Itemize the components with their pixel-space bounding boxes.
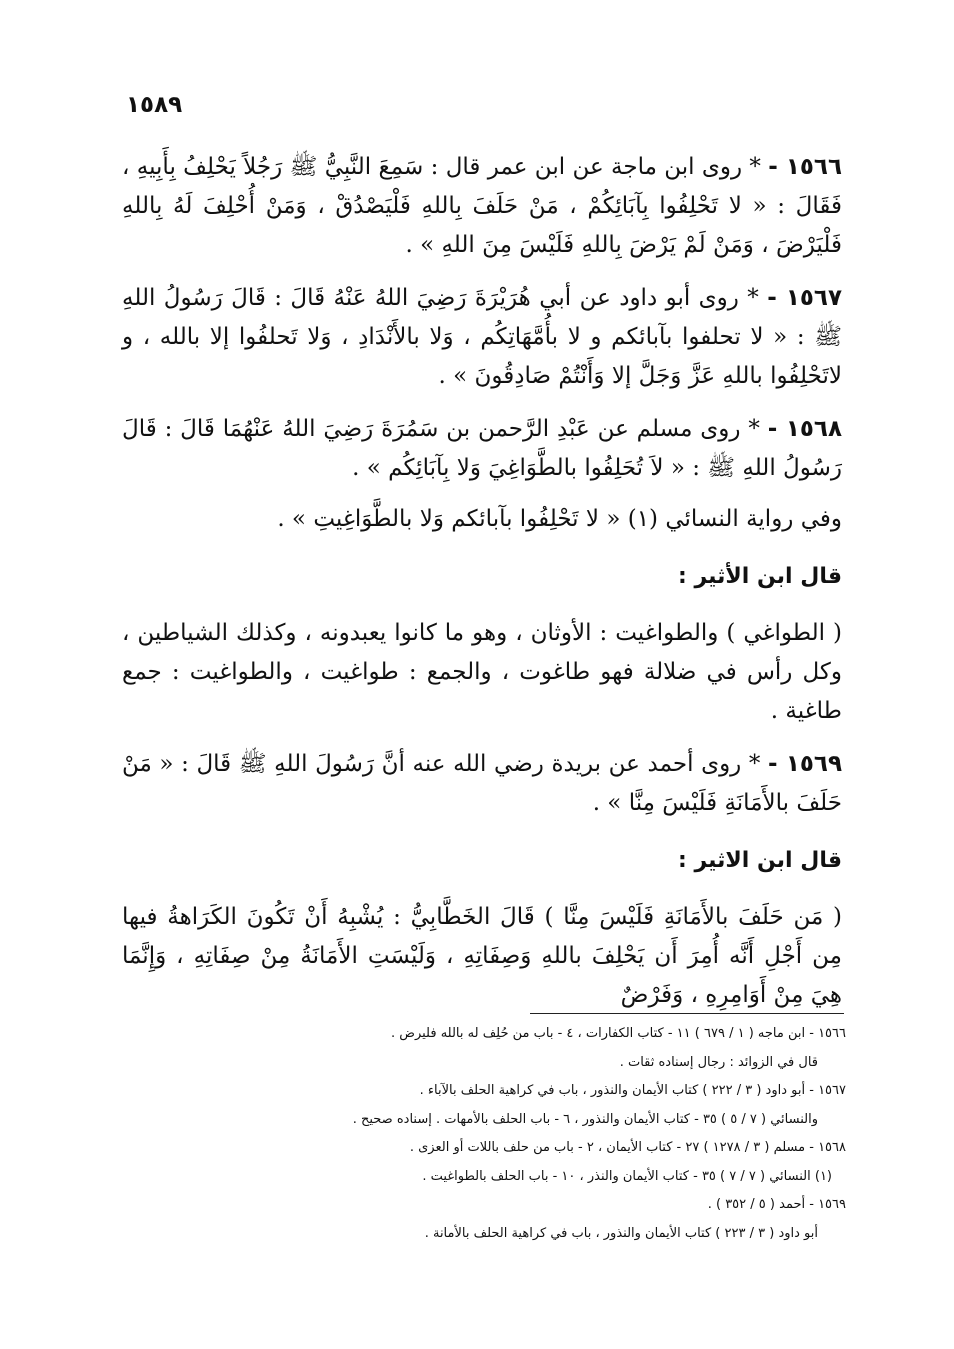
footnote: ١٥٦٩ - أحمد ( ٥ / ٣٥٢ ) . bbox=[707, 1197, 846, 1212]
hadith-number: ١٥٦٦ - bbox=[768, 154, 843, 180]
hadith-1566 bbox=[122, 148, 842, 265]
hadith-text: * روى أبو داود عن أبي هُرَيْرَةَ رَضِيَ اللهُ عَنْهُ قَالَ : قَالَ رَسُولُ اللهِ ﷺ : « لا تحلفوا بآبائكم و لا بأُمَّهَاتِكُم ، وَلا بالأَنْدَادِ ، وَلا تَحلفُوا إلا بالله ، و لاتَحْلِفُوا باللهِ عَزَّ وَجَلَّ إلا وَأَنْتُمْ صَادِقُونَ » . bbox=[122, 285, 842, 389]
hadith-1569 bbox=[122, 745, 842, 823]
nasai-narration: وفي رواية النسائي (١) « لا تَحْلِفُوا بآبائكم وَلا بالطَّوَاغِيتِ » . bbox=[277, 506, 842, 532]
section-heading-ibn-al-athir: قال ابن الأثير : bbox=[678, 564, 842, 589]
hadith-number: ١٥٦٩ - bbox=[768, 751, 842, 777]
hadith-text: * روى مسلم عن عَبْدِ الرَّحمن بن سَمُرَةَ رَضِيَ اللهُ عَنْهُمَا قَالَ : قَالَ رَسُولُ اللهِ ﷺ : « لاَ تُحَلِفُوا بالطَّوَاغِيَ وَلا بِآبَائِكُم » . bbox=[122, 416, 842, 481]
footnote: والنسائي ( ٧ / ٥ ) ٣٥ - كتاب الأيمان والنذور ، ٦ - باب الحلف بالأمهات . إسناده صحيح . bbox=[352, 1111, 818, 1127]
hadith-text: * روى ابن ماجة عن ابن عمر قال : سَمِعَ النَّبِيُّ ﷺ رَجُلاً يَحْلِفُ بِأَبِيهِ ، فَقَالَ : « لا تَحْلِفُوا بِآبَائِكُمْ ، مَنْ حَلَفَ بِاللهِ فَلْيَصْدُقْ ، وَمَنْ أُحْلِفَ لَهُ بِاللهِ فَلْيَرْضَ ، وَمَنْ لَمْ يَرْضَ بِاللهِ فَلَيْسَ مِنَ اللهِ » . bbox=[122, 154, 842, 258]
footnote-divider bbox=[530, 1013, 844, 1014]
footnote: قال في الزوائد : رجال إسناده ثقات . bbox=[619, 1054, 818, 1070]
footnote: أبو داود ( ٣ / ٢٢٣ ) كتاب الأيمان والنذور ، باب في كراهية الحلف بالأمانة . bbox=[424, 1225, 818, 1241]
footnotes bbox=[122, 1020, 846, 1248]
footnote: ١٥٦٨ - مسلم ( ٣ / ١٢٧٨ ) ٢٧ - كتاب الأيمان ، ٢ - باب من حلف باللات أو العزى . bbox=[409, 1140, 846, 1155]
hadith-number: ١٥٦٨ - bbox=[767, 416, 843, 442]
footnote: ١٥٦٦ - ابن ماجه ( ١ / ٦٧٩ ) ١١ - كتاب الكفارات ، ٤ - باب من حُلِف له بالله فليرض . bbox=[390, 1026, 846, 1041]
section-heading-ibn-al-athir-2: قال ابن الاثير : bbox=[678, 848, 842, 873]
hadith-text: * روى أحمد عن بريدة رضي الله عنه أنَّ رَسُولَ اللهِ ﷺ قَالَ : « مَنْ حَلَفَ بالأَمَانَةِ فَلَيْسَ مِنَّا » . bbox=[122, 751, 842, 816]
hadith-number: ١٥٦٧ - bbox=[767, 285, 842, 311]
commentary-tawaghi: ( الطواغي ) والطواغيت : الأوثان ، وهو ما كانوا يعبدونه ، وكذلك الشياطين ، وكل رأس في ضلالة فهو طاغوت ، والجمع : طواغيت ، والطواغيت : جمع طاغية . bbox=[122, 620, 842, 724]
footnote: (١) النسائي ( ٧ / ٧ ) ٣٥ - كتاب الأيمان والنذر ، ١٠ - باب الحلف بالطواغيت . bbox=[422, 1168, 832, 1184]
hadith-1567 bbox=[122, 279, 842, 396]
hadith-1568 bbox=[122, 410, 842, 488]
footnote: ١٥٦٧ - أبو داود ( ٣ / ٢٢٢ ) كتاب الأيمان والنذور ، باب في كراهية الحلف بالآباء . bbox=[419, 1083, 846, 1098]
page-number: ١٥٨٩ bbox=[126, 92, 183, 118]
main-text bbox=[122, 148, 842, 1029]
commentary-amana: ( مَن حَلَفَ بالأَمَانَةِ فَلَيْسَ مِنَّا ) قَالَ الخَطَّابِيُّ : يُشْبِهُ أَنْ تَكُونَ الكَرَاهةُ فيها مِن أَجْلِ أَنَّه أُمِرَ أَن يَحْلِفَ باللهِ وَصِفَاتِهِ ، وَلَيْسَتِ الأَمَانَةُ مِنْ صِفَاتِهِ ، وَإِنَّمَا هِيَ مِنْ أَوَامِرِهِ ، وَفَرْضٌ bbox=[122, 904, 842, 1008]
